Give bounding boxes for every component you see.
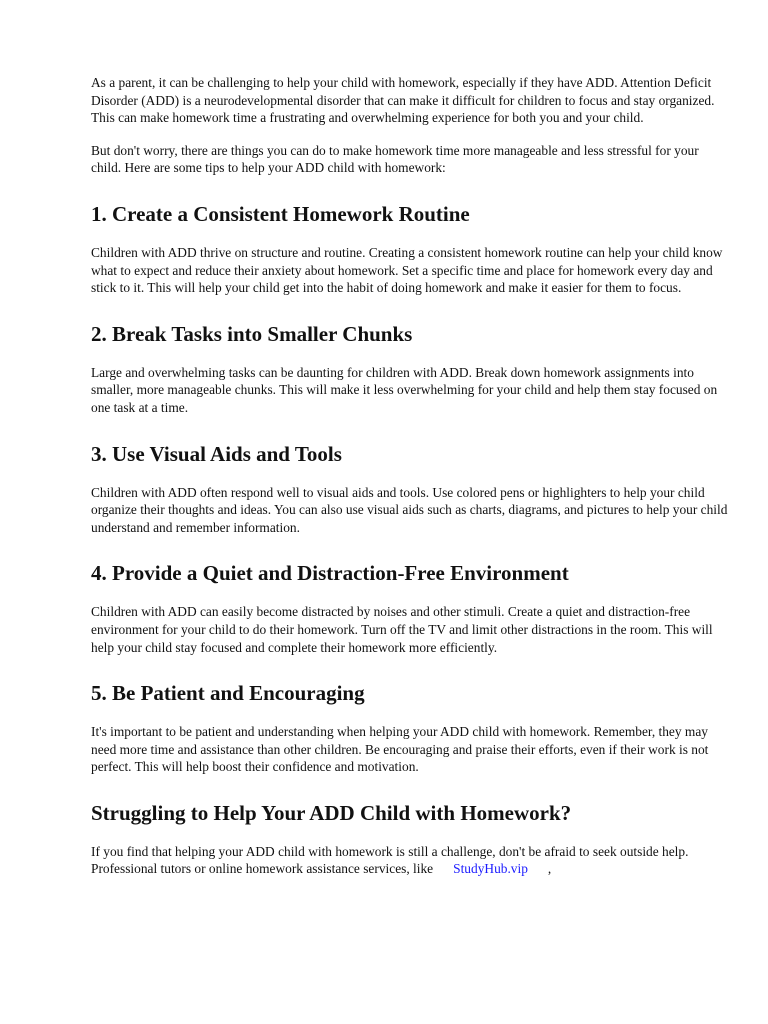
studyhub-link[interactable]: StudyHub.vip bbox=[453, 861, 528, 877]
section-5-body: It's important to be patient and understanding when helping your ADD child with homework. Remember, they may need more time and assistance than other children. Be encouraging and praise their efforts, even if their work is not perfect. This will help boost their confidence and motivation. bbox=[91, 724, 709, 775]
section-1-body: Children with ADD thrive on structure and routine. Creating a consistent homework routine can help your child know what to expect and reduce their anxiety about homework. Set a specific time and place for homework every day and stick to it. This will help your child get into the habit of doing homework and make it easier for them to focus. bbox=[91, 244, 723, 296]
section-3-heading: 3. Use Visual Aids and Tools bbox=[91, 441, 342, 466]
document-page bbox=[91, 74, 731, 878]
section-2-heading: 2. Break Tasks into Smaller Chunks bbox=[91, 321, 413, 346]
intro-paragraph-2: But don't worry, there are things you can do to make homework time more manageable and less stressful for your child. Here are some tips to help your ADD child with homework: bbox=[91, 142, 699, 176]
closing-heading: Struggling to Help Your ADD Child with Homework? bbox=[91, 800, 572, 825]
section-4-body: Children with ADD can easily become distracted by noises and other stimuli. Create a quiet and distraction-free environment for your child to do their homework. Turn off the TV and limit other distractions in the room. This will help your child stay focused and complete their homework more efficiently. bbox=[91, 604, 713, 655]
section-1-heading: 1. Create a Consistent Homework Routine bbox=[91, 201, 470, 226]
closing-body-trailing: , bbox=[547, 861, 552, 877]
closing-body bbox=[91, 843, 731, 878]
section-5-heading: 5. Be Patient and Encouraging bbox=[91, 681, 365, 706]
section-3-body: Children with ADD often respond well to visual aids and tools. Use colored pens or highlighters to help your child organize their thoughts and ideas. You can also use visual aids such as charts, diagrams, and pictures to help your child understand and remember information. bbox=[91, 484, 728, 535]
closing-body-text: If you find that helping your ADD child with homework is still a challenge, don't be afraid to seek outside help. Professional tutors or online homework assistance services, like bbox=[91, 843, 689, 877]
intro-paragraph-1: As a parent, it can be challenging to help your child with homework, especially if they have ADD. Attention Deficit Disorder (ADD) is a neurodevelopmental disorder that can make it difficult for children to focus and stay organized. This can make homework time a frustrating and overwhelming experience for both you and your child. bbox=[91, 75, 715, 126]
section-4-heading: 4. Provide a Quiet and Distraction-Free Environment bbox=[91, 561, 569, 586]
section-2-body: Large and overwhelming tasks can be daunting for children with ADD. Break down homework assignments into smaller, more manageable chunks. This will make it less overwhelming for your child and help them stay focused on one task at a time. bbox=[91, 364, 718, 415]
